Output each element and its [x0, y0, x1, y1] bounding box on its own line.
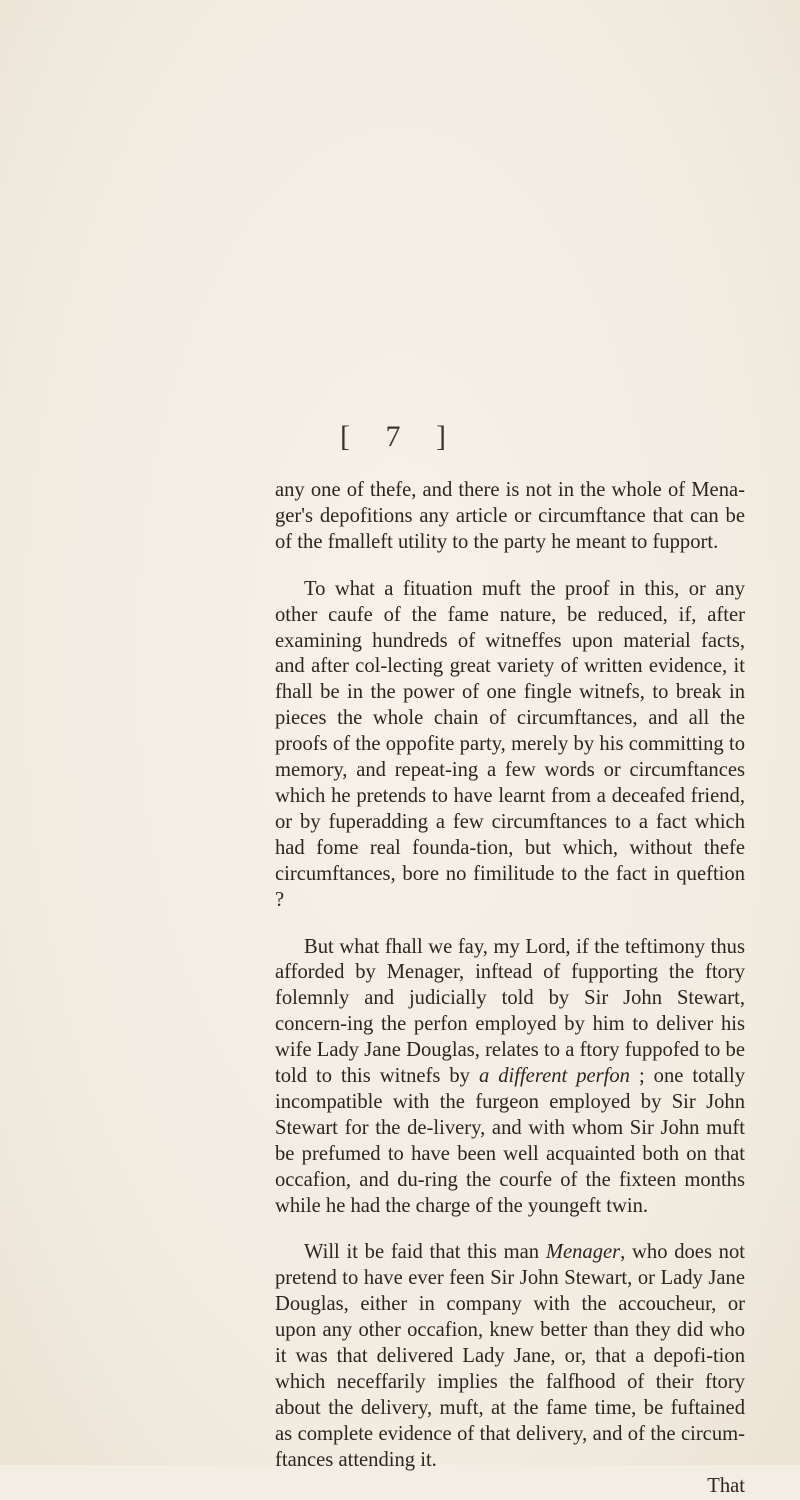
page-number: [ 7 ] [340, 420, 460, 453]
paragraph-4-text-end: , who does not pretend to have ever feen Sir John Stewart, or Lady Jane Douglas, either in company with the accoucheur, or upon any other occafion, knew better than they did who it was that delivered Lady Jane, or, that a depofi-tion which neceffarily implies the falfhood of their ftory about the delivery, muft, at the fame time, be fuftained as complete evidence of that delivery, and of the circum-ftances attending it. [275, 1241, 745, 1471]
catchword: That [707, 1474, 745, 1497]
paragraph-3-text-end: ; one totally incompatible with the furgeon employed by Sir John Stewart for the de-livery, and with whom Sir John muft be prefumed to have been well acquainted both on that occafion, and du-ring the courfe of the fixteen months while he had the charge of the youngeft twin. [275, 1065, 746, 1217]
body-text [275, 478, 745, 1500]
paragraph-4 [275, 1240, 745, 1473]
paragraph-2: To what a fituation muft the proof in this, or any other caufe of the fame nature, be reduced, if, after examining hundreds of witneffes upon material facts, and after col-lecting great variety of written evidence, it fhall be in the power of one fingle witnefs, to break in pieces the whole chain of circumftances, and all the proofs of the oppofite party, merely by his committing to memory, and repeat-ing a few words or circumftances which he pretends to have learnt from a deceafed friend, or by fuperadding a few circumftances to a fact which had fome real founda-tion, but which, without thefe circumftances, bore no fimilitude to the fact in queftion ? [275, 577, 745, 911]
paragraph-4-text: Will it be faid that this man [304, 1241, 546, 1264]
paragraph-1: any one of thefe, and there is not in the whole of Mena-ger's depofitions any article or circumftance that can be of the fmalleft utility to the party he meant to fupport. [275, 479, 745, 553]
paragraph-3-italic: a different perfon [478, 1065, 630, 1088]
paragraph-4-italic: Menager [545, 1241, 621, 1264]
paragraph-3 [275, 935, 745, 1220]
paragraph-3-text: But what fhall we fay, my Lord, if the teftimony thus afforded by Menager, inftead of fupporting the ftory folemnly and judicially told by Sir John Stewart, concern-ing the perfon employed by him to deliver his wife Lady Jane Douglas, relates to a ftory fuppofed to be told to this witnefs by [275, 935, 745, 1088]
